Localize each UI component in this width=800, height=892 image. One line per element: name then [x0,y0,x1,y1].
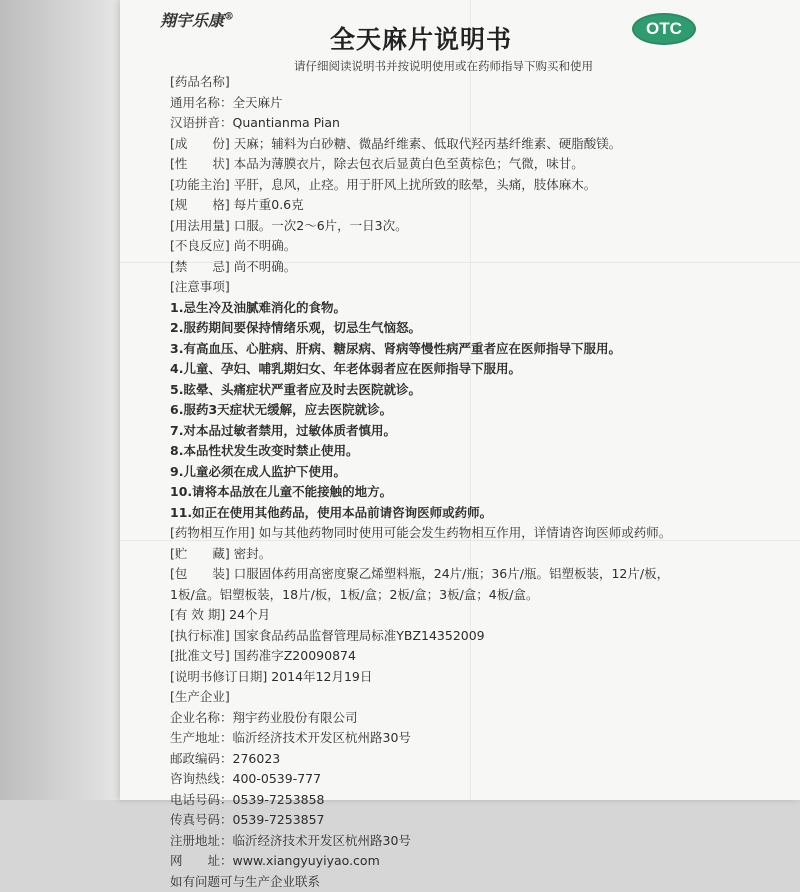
content-line [170,421,790,442]
field-value: 如有问题可与生产企业联系 [170,874,320,889]
otc-badge: OTC [632,13,696,45]
field-value: 6.服药3天症状无缓解，应去医院就诊。 [170,402,392,417]
field-label: [执行标准] [170,628,230,643]
field-value: 8.本品性状发生改变时禁止使用。 [170,443,358,458]
content-line [170,544,790,565]
field-label: 邮政编码： [170,751,233,766]
content-line [170,113,790,134]
brand-name: 翔宇乐康 [160,11,224,30]
content-line [170,749,790,770]
field-label: 咨询热线： [170,771,233,786]
field-value: 尚不明确。 [230,259,296,274]
field-label: [药品名称] [170,74,230,89]
content-line [170,441,790,462]
content-line [170,523,790,544]
content-line [170,728,790,749]
content-line [170,872,790,892]
content-line [170,462,790,483]
field-value: 4.儿童、孕妇、哺乳期妇女、年老体弱者应在医师指导下服用。 [170,361,521,376]
content-line [170,769,790,790]
field-label: 企业名称： [170,710,233,725]
field-label: [生产企业] [170,689,230,704]
field-value: Quantianma Pian [233,115,340,130]
field-label: [不良反应] [170,238,230,253]
field-value: 24个月 [225,607,270,622]
field-label: [批准文号] [170,648,230,663]
leaflet-content [170,72,790,892]
field-value: 每片重0.6克 [230,197,304,212]
field-value: 密封。 [230,546,271,561]
field-label: [性 状] [170,156,230,171]
field-value: 7.对本品过敏者禁用，过敏体质者慎用。 [170,423,396,438]
content-line [170,585,790,606]
field-label: [有 效 期] [170,607,225,622]
content-line [170,831,790,852]
content-line [170,687,790,708]
usage-advisory: 请仔细阅读说明书并按说明使用或在药师指导下购买和使用 [294,58,593,74]
content-line [170,134,790,155]
document-title: 全天麻片说明书 [330,20,512,56]
content-line [170,482,790,503]
field-value: 5.眩晕、头痛症状严重者应及时去医院就诊。 [170,382,421,397]
field-value: 临沂经济技术开发区杭州路30号 [233,730,411,745]
field-value: 本品为薄膜衣片，除去包衣后显黄白色至黄棕色；气微，味甘。 [230,156,584,171]
field-value: 3.有高血压、心脏病、肝病、糖尿病、肾病等慢性病严重者应在医师指导下服用。 [170,341,621,356]
content-line [170,359,790,380]
field-value: 10.请将本品放在儿童不能接触的地方。 [170,484,392,499]
content-line [170,708,790,729]
field-value: 0539-7253857 [233,812,325,827]
content-line [170,154,790,175]
field-value: 2014年12月19日 [267,669,372,684]
field-value: 1板/盒。铝塑板装，18片/板，1板/盒；2板/盒；3板/盒；4板/盒。 [170,587,538,602]
content-line [170,236,790,257]
field-value: 400-0539-777 [233,771,322,786]
field-value: 2.服药期间要保持情绪乐观，切忌生气恼怒。 [170,320,421,335]
registered-mark: ® [224,12,234,23]
field-label: 传真号码： [170,812,233,827]
content-line [170,175,790,196]
brand-logo [160,8,234,31]
content-line [170,195,790,216]
field-value: 9.儿童必须在成人监护下使用。 [170,464,346,479]
content-line [170,318,790,339]
content-line [170,810,790,831]
field-label: [成 份] [170,136,230,151]
background-edge [0,0,120,800]
field-label: 注册地址： [170,833,233,848]
field-value: 临沂经济技术开发区杭州路30号 [233,833,411,848]
content-line [170,503,790,524]
content-line [170,564,790,585]
field-label: 通用名称： [170,95,233,110]
field-value: 口服固体药用高密度聚乙烯塑料瓶，24片/瓶；36片/瓶。铝塑板装，12片/板， [230,566,669,581]
content-line [170,216,790,237]
field-label: [功能主治] [170,177,230,192]
field-value: 如与其他药物同时使用可能会发生药物相互作用，详情请咨询医师或药师。 [255,525,671,540]
field-value: www.xiangyuyiyao.com [233,853,380,868]
content-line [170,257,790,278]
content-line [170,298,790,319]
field-label: 汉语拼音： [170,115,233,130]
field-value: 0539-7253858 [233,792,325,807]
content-line [170,851,790,872]
field-value: 国药准字Z20090874 [230,648,356,663]
field-label: [包 装] [170,566,230,581]
content-line [170,400,790,421]
field-label: [药物相互作用] [170,525,255,540]
field-value: 1.忌生冷及油腻难消化的食物。 [170,300,346,315]
field-value: 平肝，息风，止痉。用于肝风上扰所致的眩晕，头痛，肢体麻木。 [230,177,596,192]
field-value: 276023 [233,751,281,766]
field-label: [规 格] [170,197,230,212]
field-value: 国家食品药品监督管理局标准YBZ14352009 [230,628,485,643]
field-value: 全天麻片 [233,95,283,110]
field-label: 网 址： [170,853,233,868]
field-label: [注意事项] [170,279,230,294]
content-line [170,667,790,688]
field-label: 生产地址： [170,730,233,745]
field-value: 11.如正在使用其他药品，使用本品前请咨询医师或药师。 [170,505,492,520]
field-value: 翔宇药业股份有限公司 [233,710,358,725]
field-label: [贮 藏] [170,546,230,561]
content-line [170,93,790,114]
content-line [170,380,790,401]
field-label: 电话号码： [170,792,233,807]
content-line [170,72,790,93]
field-value: 尚不明确。 [230,238,296,253]
field-value: 天麻；辅料为白砂糖、微晶纤维素、低取代羟丙基纤维素、硬脂酸镁。 [230,136,621,151]
content-line [170,626,790,647]
content-line [170,339,790,360]
content-line [170,277,790,298]
content-line [170,605,790,626]
field-label: [说明书修订日期] [170,669,267,684]
content-line [170,646,790,667]
field-value: 口服。一次2～6片，一日3次。 [230,218,408,233]
field-label: [用法用量] [170,218,230,233]
field-label: [禁 忌] [170,259,230,274]
